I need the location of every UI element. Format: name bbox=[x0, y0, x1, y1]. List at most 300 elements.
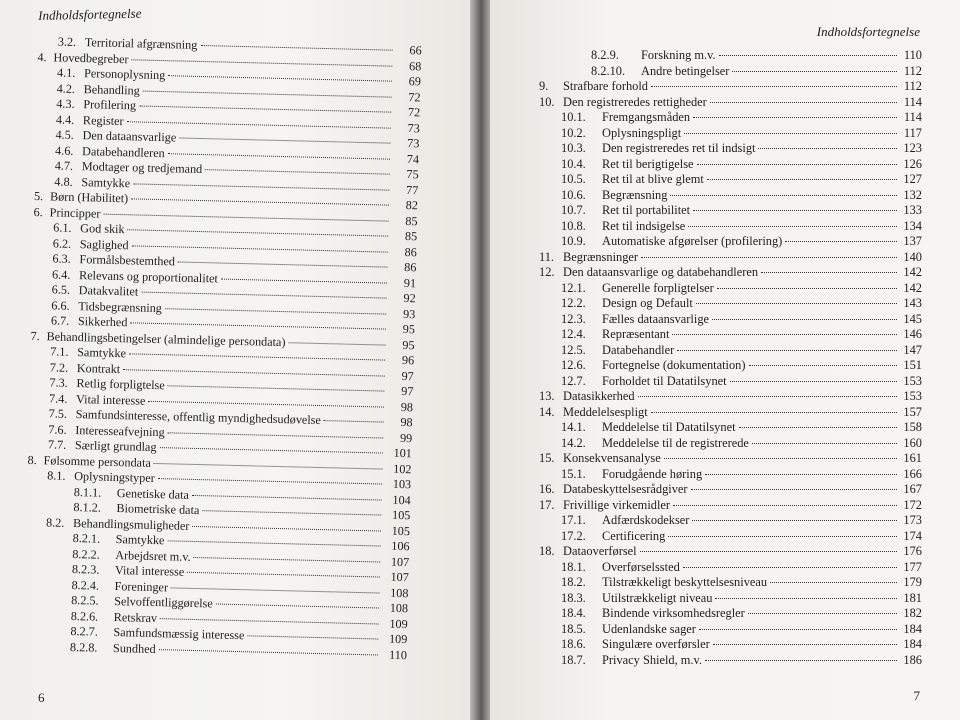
toc-entry bbox=[539, 234, 922, 250]
toc-entry-page: 92 bbox=[403, 291, 416, 306]
toc-entry-title: Forskning m.v. bbox=[641, 48, 716, 62]
dot-leader bbox=[684, 132, 897, 134]
dot-leader bbox=[758, 147, 897, 149]
toc-entry bbox=[539, 544, 922, 560]
toc-entry-title: Fælles dataansvarlige bbox=[602, 311, 710, 326]
toc-entry-title: Databehandler bbox=[602, 342, 675, 357]
dot-leader bbox=[165, 307, 386, 314]
toc-entry-number: 8.2.5. bbox=[71, 592, 99, 608]
toc-entry-title: Kontrakt bbox=[76, 360, 121, 376]
toc-entry-page: 73 bbox=[407, 120, 420, 135]
toc-entry-title: Genetiske data bbox=[116, 485, 190, 502]
dot-leader bbox=[651, 411, 897, 413]
toc-entry-page: 110 bbox=[388, 647, 408, 662]
toc-entry-title: Foreninger bbox=[114, 578, 169, 594]
dot-leader bbox=[693, 116, 897, 118]
dot-leader bbox=[130, 321, 386, 329]
toc-entry-title: Den registreredes rettigheder bbox=[563, 94, 707, 109]
dot-leader bbox=[748, 612, 897, 614]
dot-leader bbox=[187, 571, 380, 578]
toc-entry-number: 7.6. bbox=[48, 421, 67, 437]
dot-leader bbox=[168, 152, 390, 159]
toc-entry-page: 75 bbox=[406, 167, 419, 182]
toc-entry-page: 95 bbox=[402, 337, 415, 352]
dot-leader bbox=[651, 85, 897, 87]
dot-leader bbox=[705, 473, 897, 475]
dot-leader bbox=[785, 240, 897, 242]
toc-entry-number: 17.1. bbox=[561, 513, 586, 527]
dot-leader bbox=[179, 136, 390, 143]
toc-entry-title: Samtykke bbox=[81, 174, 131, 190]
toc-entry-page: 186 bbox=[903, 652, 922, 667]
toc-entry-number: 8. bbox=[27, 452, 37, 467]
toc-entry-title: Retlig forpligtelse bbox=[76, 376, 165, 393]
toc-entry-number: 6.1. bbox=[53, 220, 72, 235]
dot-leader bbox=[103, 212, 388, 221]
toc-entry-title: Certificering bbox=[602, 528, 666, 543]
toc-entry-number: 8.2.6. bbox=[70, 608, 99, 624]
toc-entry-page: 112 bbox=[903, 79, 922, 93]
toc-entry-title: Frivillige virkemidler bbox=[563, 497, 671, 512]
toc-entry bbox=[539, 203, 922, 219]
toc-entry-number: 5. bbox=[33, 188, 44, 204]
toc-entry-number: 10.9. bbox=[561, 234, 586, 248]
toc-entry-page: 109 bbox=[389, 616, 408, 631]
toc-entry-page: 102 bbox=[393, 461, 412, 476]
toc-entry-title: Generelle forpligtelser bbox=[602, 280, 714, 295]
toc-entry bbox=[539, 296, 922, 312]
toc-entry-title: Særligt grundlag bbox=[74, 438, 157, 455]
toc-entry-page: 77 bbox=[405, 182, 419, 197]
toc-entry-number: 7.3. bbox=[49, 375, 68, 390]
toc-entry-number: 18.6. bbox=[561, 637, 586, 651]
toc-entry-title: Strafbare forhold bbox=[563, 79, 648, 93]
dot-leader bbox=[123, 368, 385, 376]
toc-entry-number: 4.5. bbox=[55, 127, 74, 142]
toc-entry-number: 7.7. bbox=[47, 437, 67, 452]
dot-leader bbox=[171, 586, 380, 593]
dot-leader bbox=[178, 260, 388, 267]
toc-entry bbox=[539, 513, 922, 529]
toc-entry-page: 145 bbox=[903, 311, 922, 326]
toc-entry-title: Forudgående høring bbox=[602, 466, 703, 481]
dot-leader bbox=[160, 617, 379, 624]
toc-entry-page: 112 bbox=[903, 63, 922, 78]
toc-entry-page: 108 bbox=[390, 585, 409, 600]
toc-entry-page: 166 bbox=[903, 466, 922, 481]
dot-leader bbox=[749, 364, 898, 366]
toc-entry-page: 134 bbox=[903, 218, 922, 233]
toc-entry-title: Formålsbestemthed bbox=[79, 252, 176, 269]
toc-entry-number: 11. bbox=[539, 249, 555, 264]
toc-entry-title: Interesseafvejning bbox=[75, 422, 165, 439]
dot-leader bbox=[200, 44, 392, 51]
toc-entry-number: 10. bbox=[539, 94, 555, 109]
toc-entry-page: 181 bbox=[903, 590, 922, 605]
dot-leader bbox=[133, 182, 389, 190]
toc-entry-page: 104 bbox=[392, 492, 411, 507]
toc-entry-title: Dataoverførsel bbox=[563, 544, 637, 558]
dot-leader bbox=[699, 628, 897, 630]
toc-entry bbox=[539, 575, 922, 591]
toc-entry-title: Meddelelse til de registrerede bbox=[602, 435, 749, 450]
dot-leader bbox=[128, 228, 389, 236]
dot-leader bbox=[159, 648, 378, 655]
toc-entry bbox=[539, 126, 922, 142]
toc-entry-page: 123 bbox=[903, 141, 922, 155]
dot-leader bbox=[710, 101, 897, 103]
toc-entry-page: 103 bbox=[392, 476, 412, 492]
toc-entry-title: Hovedbegreber bbox=[53, 49, 129, 66]
toc-entry-number: 6. bbox=[33, 204, 43, 219]
toc-entry-number: 17. bbox=[539, 497, 555, 512]
page-number: 6 bbox=[38, 690, 45, 705]
toc-entry-number: 10.3. bbox=[561, 141, 586, 155]
dot-leader bbox=[324, 419, 384, 422]
toc-entry-title: Territorial afgrænsning bbox=[84, 35, 198, 52]
toc-entry-page: 106 bbox=[391, 538, 410, 554]
dot-leader bbox=[673, 504, 897, 506]
toc-entry-number: 6.7. bbox=[50, 313, 70, 328]
toc-entry bbox=[539, 420, 922, 436]
toc-entry bbox=[539, 219, 922, 235]
toc-entry bbox=[539, 358, 922, 374]
dot-leader bbox=[664, 457, 897, 459]
toc-entry-number: 4.2. bbox=[56, 80, 76, 96]
toc-entry-number: 18.4. bbox=[561, 606, 586, 620]
toc-entry-number: 12.7. bbox=[561, 373, 586, 388]
dot-leader bbox=[154, 461, 383, 469]
toc-entry-number: 8.2.7. bbox=[70, 623, 99, 639]
dot-leader bbox=[168, 384, 385, 391]
toc-entry-page: 174 bbox=[903, 528, 922, 543]
toc-entry-title: Vital interesse bbox=[75, 391, 146, 408]
toc-entry-number: 4.6. bbox=[55, 142, 74, 158]
dot-leader bbox=[131, 197, 389, 205]
dot-leader bbox=[717, 287, 897, 289]
toc-entry-number: 13. bbox=[539, 389, 555, 403]
toc-entry-title: Databeskyttelsesrådgiver bbox=[563, 482, 688, 496]
toc-entry-number: 12.2. bbox=[561, 296, 586, 310]
toc-entry-page: 109 bbox=[388, 631, 408, 647]
toc-entry-title: Modtager og tredjemand bbox=[81, 159, 203, 177]
toc-entry-number: 17.2. bbox=[561, 528, 586, 543]
toc-entry bbox=[539, 188, 922, 204]
toc-entry-page: 184 bbox=[903, 637, 922, 651]
toc-entry-title: Adfærdskodekser bbox=[602, 513, 690, 527]
toc-entry-page: 184 bbox=[903, 621, 922, 636]
toc-entry-page: 172 bbox=[903, 497, 922, 512]
toc-entry bbox=[539, 95, 922, 111]
toc-entry bbox=[539, 451, 922, 467]
dot-leader bbox=[705, 659, 897, 661]
toc-entry-title: Sundhed bbox=[112, 640, 156, 656]
toc-entry-title: Den registreredes ret til indsigt bbox=[602, 141, 756, 155]
toc-entry-title: Forholdet til Datatilsynet bbox=[602, 373, 727, 388]
toc-entry-number: 10.2. bbox=[561, 125, 586, 140]
toc-entry-title: Selvoffentliggørelse bbox=[113, 594, 213, 611]
dot-leader bbox=[288, 341, 385, 345]
toc-entry-title: Samfundsmæssig interesse bbox=[113, 625, 245, 643]
toc-entry bbox=[539, 498, 922, 514]
toc-entry-page: 105 bbox=[391, 507, 411, 523]
toc-entry-title: Samfundsinteresse, offentlig myndighedsudøvelse bbox=[75, 407, 322, 428]
toc-entry-title: Begrænsninger bbox=[563, 249, 639, 264]
toc-entry-number: 18.2. bbox=[561, 575, 586, 589]
toc-entry-title: Biometriske data bbox=[116, 501, 200, 518]
toc-entry bbox=[539, 312, 922, 328]
dot-leader bbox=[707, 178, 897, 180]
toc-entry-page: 99 bbox=[399, 430, 413, 445]
dot-leader bbox=[730, 380, 897, 382]
dot-leader bbox=[691, 488, 897, 490]
toc-entry-number: 7. bbox=[30, 328, 40, 343]
toc-entry-number: 14.2. bbox=[561, 435, 586, 450]
toc-entry-title: Udenlandske sager bbox=[602, 621, 696, 636]
dot-leader bbox=[143, 89, 392, 97]
toc-entry-number: 8.2.1. bbox=[72, 531, 101, 546]
toc-entry-title: Ret til at blive glemt bbox=[602, 172, 704, 186]
toc-entry-title: Begrænsning bbox=[602, 187, 668, 202]
toc-entry-page: 107 bbox=[390, 554, 410, 569]
dot-leader bbox=[148, 399, 384, 407]
toc-entry-page: 179 bbox=[903, 575, 922, 589]
toc-entry-title: Repræsentant bbox=[602, 327, 670, 341]
toc-entry-number: 12.3. bbox=[561, 311, 586, 326]
toc-entry bbox=[539, 436, 922, 452]
toc-entry-page: 114 bbox=[903, 110, 922, 124]
toc-entry-number: 4.3. bbox=[56, 96, 75, 111]
toc-entry bbox=[539, 64, 922, 80]
toc-entry-page: 140 bbox=[903, 249, 922, 264]
toc-entry-title: Ret til berigtigelse bbox=[602, 156, 694, 171]
toc-entry-number: 10.6. bbox=[561, 187, 586, 202]
toc-entry-number: 7.2. bbox=[49, 359, 69, 375]
toc-entry-number: 8.2. bbox=[45, 514, 65, 530]
toc-entry-title: Singulære overførsler bbox=[602, 637, 710, 651]
dot-leader bbox=[194, 555, 381, 562]
dot-leader bbox=[752, 442, 897, 444]
dot-leader bbox=[167, 539, 380, 546]
toc-entry-page: 107 bbox=[390, 569, 410, 585]
toc-entry-page: 97 bbox=[401, 368, 414, 383]
toc-entry-number: 9. bbox=[539, 79, 549, 93]
toc-entry bbox=[539, 606, 922, 622]
dot-leader bbox=[696, 302, 897, 304]
page-number: 7 bbox=[913, 688, 920, 703]
toc-entry-number: 12. bbox=[539, 265, 555, 279]
toc-entry bbox=[539, 529, 922, 545]
toc-entry-page: 126 bbox=[903, 156, 922, 171]
toc-entry-page: 142 bbox=[903, 280, 922, 295]
toc-entry-page: 110 bbox=[903, 48, 922, 62]
left-page bbox=[0, 0, 470, 720]
toc-entry-number: 12.1. bbox=[561, 280, 586, 295]
dot-leader bbox=[247, 634, 378, 639]
toc-entry-number: 6.5. bbox=[51, 282, 71, 297]
dot-leader bbox=[640, 550, 897, 552]
toc-entry-number: 7.4. bbox=[48, 390, 68, 406]
toc-entry-title: Datakvalitet bbox=[78, 283, 139, 299]
dot-leader bbox=[127, 120, 391, 128]
toc-entry-number: 6.2. bbox=[52, 235, 72, 251]
toc-entry bbox=[539, 172, 922, 188]
toc-entry-title: Tidsbegrænsning bbox=[78, 298, 163, 315]
toc-entry-page: 98 bbox=[400, 414, 413, 430]
dot-leader bbox=[677, 349, 897, 351]
toc-entry bbox=[539, 327, 922, 343]
dot-leader bbox=[672, 333, 897, 335]
toc-entry bbox=[539, 141, 922, 157]
toc-entry bbox=[539, 250, 922, 266]
toc-entry-title: Andre betingelser bbox=[641, 63, 730, 78]
toc-entry-page: 167 bbox=[903, 482, 922, 496]
toc-entry-title: Oplysningstyper bbox=[74, 469, 155, 485]
book-gutter bbox=[470, 0, 490, 720]
toc-entry bbox=[539, 110, 922, 126]
toc-entry-title: Meddelelse til Datatilsynet bbox=[602, 420, 736, 434]
toc-entry-title: Den dataansvarlige bbox=[82, 128, 177, 145]
toc-entry-title: Konsekvensanalyse bbox=[563, 451, 661, 465]
toc-entry-number: 18.3. bbox=[561, 590, 586, 605]
toc-entry-title: Samtykke bbox=[115, 532, 165, 548]
toc-entry-page: 101 bbox=[393, 445, 413, 461]
toc-entry-page: 72 bbox=[407, 105, 421, 120]
toc-entry-page: 108 bbox=[389, 600, 409, 616]
toc-entry-title: Fremgangsmåden bbox=[602, 110, 691, 124]
toc-entry-title: Behandlingsbetingelser (almindelige persondata) bbox=[46, 328, 286, 349]
dot-leader bbox=[683, 566, 897, 568]
toc-entry-title: Databehandleren bbox=[81, 143, 165, 160]
toc-entry-title: Relevans og proportionalitet bbox=[78, 267, 219, 285]
toc-entry-number: 18.7. bbox=[561, 652, 586, 667]
dot-leader bbox=[697, 163, 897, 165]
toc-entry-number: 18.1. bbox=[561, 559, 586, 574]
toc-entry-page: 127 bbox=[903, 172, 922, 186]
toc-entry-number: 3.2. bbox=[57, 34, 77, 49]
toc-entry bbox=[539, 622, 922, 638]
toc-entry-page: 157 bbox=[903, 404, 922, 419]
dot-leader bbox=[139, 104, 391, 112]
toc-entry-number: 12.4. bbox=[561, 327, 586, 341]
toc-entry-page: 96 bbox=[401, 352, 415, 368]
toc-entry-number: 14. bbox=[539, 404, 555, 419]
toc-entry-page: 98 bbox=[400, 399, 414, 414]
toc-entry-number: 14.1. bbox=[561, 420, 586, 434]
toc-entry-number: 8.2.2. bbox=[72, 546, 100, 562]
toc-entry bbox=[539, 653, 922, 669]
toc-entry-number: 8.2.8. bbox=[69, 639, 98, 655]
toc-entry-page: 132 bbox=[903, 187, 922, 202]
toc-entry-number: 8.2.3. bbox=[71, 561, 100, 577]
toc-entry-page: 86 bbox=[404, 260, 417, 275]
toc-entry-title: Behandling bbox=[83, 81, 141, 98]
toc-entry-number: 15.1. bbox=[561, 466, 586, 481]
dot-leader bbox=[158, 477, 382, 484]
dot-leader bbox=[692, 519, 897, 521]
toc-entry-page: 151 bbox=[903, 358, 922, 372]
dot-leader bbox=[129, 352, 385, 360]
dot-leader bbox=[712, 318, 897, 320]
dot-leader bbox=[693, 209, 897, 211]
toc-entry-title: Følsomme persondata bbox=[43, 452, 152, 470]
toc-entry-number: 8.1.2. bbox=[73, 500, 102, 515]
toc-entry-title: Ret til indsigelse bbox=[602, 218, 686, 233]
dot-leader bbox=[160, 446, 383, 453]
toc-entry-title: Personoplysning bbox=[83, 66, 166, 83]
toc-entry-title: Register bbox=[82, 112, 124, 128]
toc-entry-title: Design og Default bbox=[602, 296, 693, 310]
running-header: Indholdsfortegnelse bbox=[816, 24, 920, 39]
toc-entry-number: 8.2.9. bbox=[591, 48, 619, 62]
toc-entry-number: 10.4. bbox=[561, 156, 586, 171]
dot-leader bbox=[192, 493, 382, 500]
toc-entry-page: 86 bbox=[404, 244, 417, 259]
toc-entry-title: Privacy Shield, m.v. bbox=[602, 652, 703, 667]
dot-leader bbox=[719, 54, 897, 56]
toc-entry-page: 105 bbox=[391, 523, 411, 538]
table-of-contents bbox=[23, 34, 422, 663]
dot-leader bbox=[670, 194, 897, 196]
toc-entry-title: Den dataansvarlige og databehandleren bbox=[563, 265, 759, 279]
toc-entry-number: 4.1. bbox=[56, 65, 76, 80]
toc-entry-page: 97 bbox=[401, 383, 414, 399]
dot-leader bbox=[192, 524, 381, 531]
toc-entry-title: God skik bbox=[80, 221, 125, 237]
toc-entry-number: 16. bbox=[539, 482, 555, 496]
toc-entry-title: Behandlingsmuligheder bbox=[72, 515, 190, 533]
toc-entry-title: Retskrav bbox=[113, 609, 158, 625]
toc-entry-page: 133 bbox=[903, 203, 922, 217]
dot-leader bbox=[221, 277, 387, 283]
toc-entry-number: 6.6. bbox=[51, 297, 70, 313]
toc-entry bbox=[539, 591, 922, 607]
toc-entry-title: Principper bbox=[49, 204, 101, 221]
toc-entry-page: 173 bbox=[903, 513, 922, 527]
toc-entry bbox=[539, 482, 922, 498]
toc-entry-number: 15. bbox=[539, 451, 555, 465]
dot-leader bbox=[216, 603, 379, 609]
toc-entry-number: 4.7. bbox=[54, 158, 74, 173]
toc-entry bbox=[539, 637, 922, 653]
toc-entry bbox=[539, 343, 922, 359]
toc-entry bbox=[539, 281, 922, 297]
toc-entry-page: 93 bbox=[402, 306, 416, 321]
toc-entry-title: Saglighed bbox=[79, 236, 129, 252]
dot-leader bbox=[713, 643, 897, 645]
table-of-contents bbox=[539, 48, 922, 668]
toc-entry-page: 74 bbox=[406, 151, 420, 166]
toc-entry-title: Sikkerhed bbox=[77, 314, 128, 330]
toc-entry-number: 10.8. bbox=[561, 218, 586, 233]
dot-leader bbox=[641, 256, 897, 258]
toc-entry-page: 82 bbox=[405, 198, 419, 213]
toc-entry-page: 73 bbox=[407, 136, 420, 151]
toc-entry-number: 6.4. bbox=[51, 266, 71, 282]
toc-entry-title: Automatiske afgørelser (profilering) bbox=[602, 234, 783, 248]
toc-entry-number: 10.7. bbox=[561, 203, 586, 217]
toc-entry-number: 4.4. bbox=[55, 111, 75, 127]
toc-entry-number: 18. bbox=[539, 544, 555, 558]
toc-entry-page: 160 bbox=[903, 435, 922, 450]
toc-entry-page: 69 bbox=[408, 74, 422, 89]
toc-entry-page: 85 bbox=[404, 229, 418, 244]
toc-entry-page: 91 bbox=[403, 275, 417, 290]
toc-entry-number: 7.1. bbox=[50, 344, 69, 359]
toc-entry-number: 4. bbox=[37, 49, 47, 64]
toc-entry-number: 8.2.10. bbox=[591, 63, 626, 78]
toc-entry-title: Ret til portabilitet bbox=[602, 203, 691, 217]
